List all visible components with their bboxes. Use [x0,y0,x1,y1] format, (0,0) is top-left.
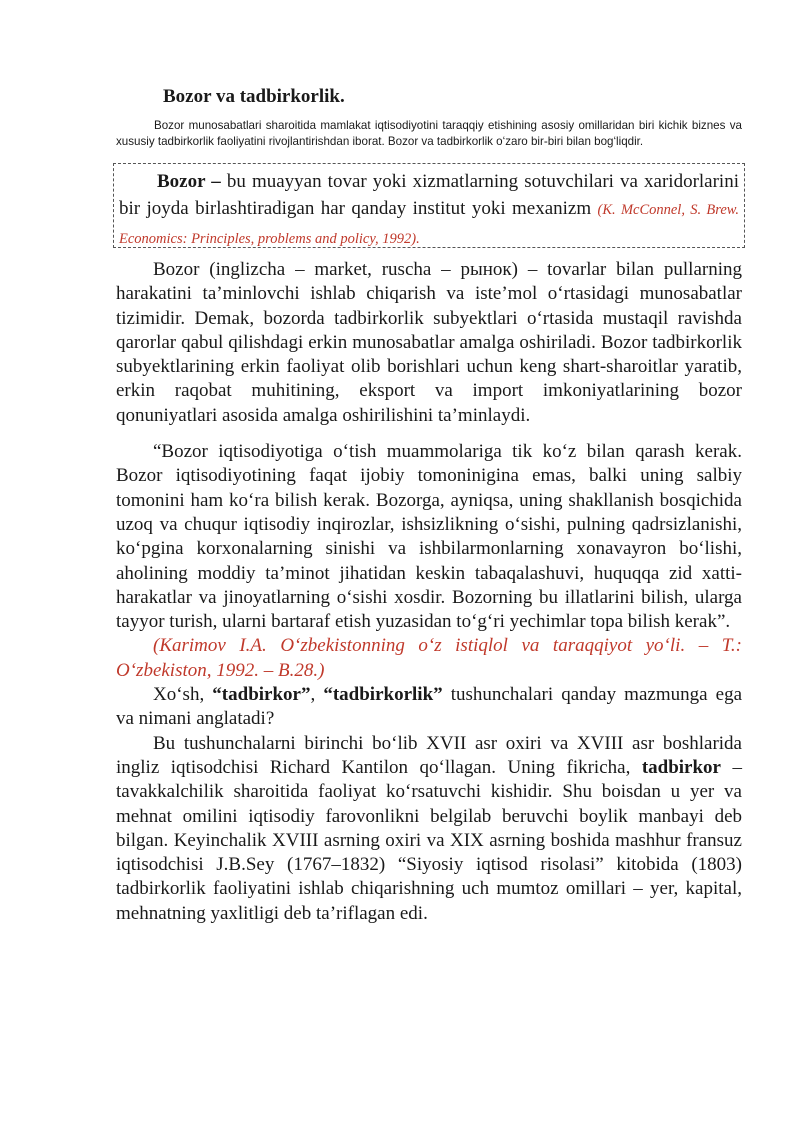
definition-paragraph [119,168,739,253]
body-text [116,258,742,926]
paragraph-market: Bozor (inglizcha – market, ruscha – рынок) – tovarlar bilan pullarning harakatini ta’minlovchi ishlab chiqarish va iste’mol o‘rtasidagi munosabatlar tizimidir. Demak, bozorda tadbirkorlik subyektlari o‘rtasida mustaqil ravishda qarorlar qabul qilishdagi erkin munosabatlar amalga oshiriladi. Bozor tadbirkorlik subyektlarining erkin faoliyat olib borishlari uchun keng shart-sharoitlar yaratib, erkin raqobat muhitining, eksport va import imkoniyatlarining bozor qonuniyatlari asosida amalga oshirilishini ta’minlaydi. [116,259,742,426]
definition-source: (K. McConnel, S. Brew. Economics: Principles, problems and policy, 1992). [119,202,739,247]
definition-box [113,163,745,248]
paragraph-question [116,683,742,732]
definition-text: bu muayyan tovar yoki xizmatlarning sotuvchilari va xaridorlarini bir joyda birlashtiradigan har qanday institut yoki mexanizm [119,171,739,219]
question-post: tushunchalari qanday mazmunga ega va nimani anglatadi? [116,684,742,730]
document-page [116,84,742,926]
question-pre: Xo‘sh, [153,684,213,706]
history-post: – tavakkalchilik sharoitida faoliyat ko‘rsatuvchi kishidir. Shu boisdan u yer va mehnat omilini iqtisodiy farovonlikni belgilab beruvchi boylik manbayi deb bilgan. Keyinchalik XVIII asrning oxiri va XIX asrning boshida mashhur fransuz iqtisodchisi J.B.Sey (1767–1832) “Siyosiy iqtisod risolasi” kitobida (1803) tadbirkorlik faoliyatini ishlab chiqarishning uch mumtoz omillari – yer, kapital, mehnatning yaxlitligi deb ta’riflagan edi. [116,756,742,924]
paragraph-quote: “Bozor iqtisodiyotiga o‘tish muammolariga tik ko‘z bilan qarash kerak. Bozor iqtisodiyotining faqat ijobiy tomoninigina emas, balki uning salbiy tomonini ham ko‘ra bilish kerak. Bozorga, ayniqsa, uning shakllanish bosqichida uzoq va chuqur iqtisodiy inqirozlar, ishsizlikning o‘sishi, pulning qadrsizlanishi, ko‘pgina korxonalarning sinishi va ishbilarmonlarning xonavayron bo‘lishi, aholining moddiy ta’minot jihatidan keskin tabaqalashuvi, huquqqa zid xatti-harakatlar va jinoyatlarning o‘sishi xosdir. Bozorning bu illatlarini bilish, ularga tayyor turish, ularni bartaraf etish yuzasidan to‘g‘ri yechimlar topa bilish kerak”. [116,441,742,633]
term-tadbirkor: “tadbirkor” [212,684,311,706]
history-pre: Bu tushunchalarni birinchi bo‘lib XVII asr oxiri va XVIII asr boshlarida ingliz iqtisodchisi Richard Kantilon qo‘llagan. Uning fikricha, [116,732,742,778]
term-tadbirkorlik: “tadbirkorlik” [323,684,443,706]
definition-term: Bozor – [157,171,221,192]
paragraph-history [116,732,742,926]
abstract-text: Bozor munosabatlari sharoitida mamlakat iqtisodiyotini taraqqiy etishining asosiy omillaridan biri kichik biznes va xususiy tadbirkorlik faoliyatini rivojlantirishdan iborat. Bozor va tadbirkorlik o‘zaro bir-biri bilan bog‘liqdir. [116,119,742,148]
question-mid: , [310,684,324,706]
page-title: Bozor va tadbirkorlik. [163,86,345,107]
quote-citation: (Karimov I.A. O‘zbekistonning o‘z istiqlol va taraqqiyot yo‘li. – T.: O‘zbekiston, 1992. – B.28.) [116,635,742,681]
history-term: tadbirkor [641,756,721,778]
